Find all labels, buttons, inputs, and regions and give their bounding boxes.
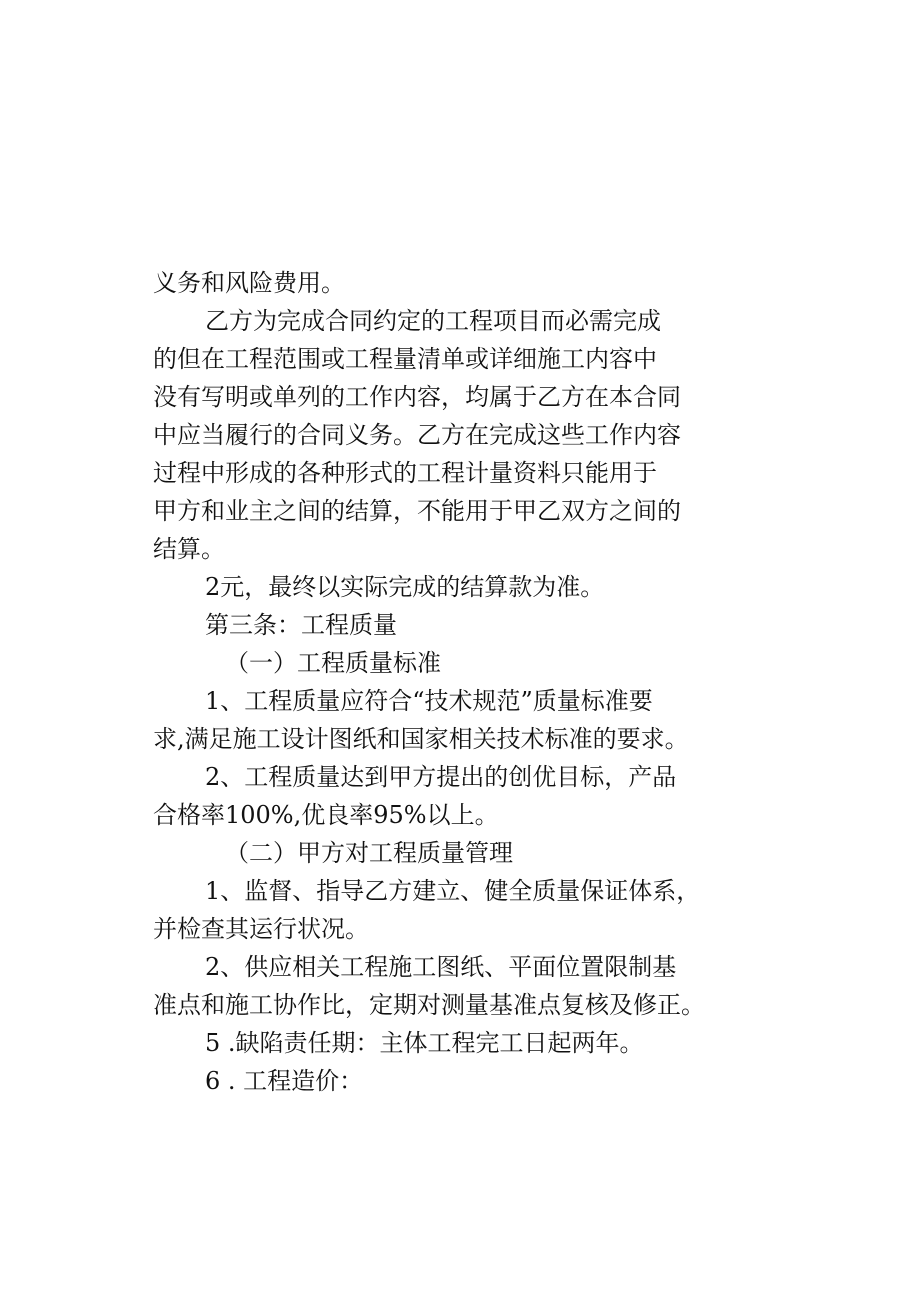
text-line: 6 . 工程造价： [205, 1067, 364, 1095]
subsection-heading: （一）工程质量标准 [225, 649, 441, 677]
text-line: 5 .缺陷责任期：主体工程完工日起两年。 [205, 1029, 644, 1057]
text-line: 1、监督、指导乙方建立、健全质量保证体系， [205, 877, 701, 905]
text-line: 2、工程质量达到甲方提出的创优目标，产品 [205, 763, 677, 791]
text-line: 2元，最终以实际完成的结算款为准。 [205, 573, 605, 601]
text-line: 并检查其运行状况。 [153, 915, 369, 943]
text-line: 没有写明或单列的工作内容，均属于乙方在本合同 [153, 383, 681, 411]
text-line: 中应当履行的合同义务。乙方在完成这些工作内容 [153, 421, 681, 449]
text-line: 合格率100%,优良率95%以上。 [153, 801, 499, 829]
text-line: 求,满足施工设计图纸和国家相关技术标准的要求。 [153, 725, 689, 753]
text-line: 准点和施工协作比，定期对测量基准点复核及修正。 [153, 991, 705, 1019]
text-line: 结算。 [153, 535, 225, 563]
text-line: 1、工程质量应符合“技术规范”质量标准要 [205, 687, 653, 715]
text-line: 的但在工程范围或工程量清单或详细施工内容中 [153, 345, 657, 373]
text-line: 2、供应相关工程施工图纸、平面位置限制基 [205, 953, 677, 981]
subsection-heading: （二）甲方对工程质量管理 [225, 839, 513, 867]
text-line: 乙方为完成合同约定的工程项目而必需完成 [205, 307, 661, 335]
text-line: 过程中形成的各种形式的工程计量资料只能用于 [153, 459, 657, 487]
text-line: 甲方和业主之间的结算，不能用于甲乙双方之间的 [153, 497, 681, 525]
document-body [153, 264, 705, 1100]
text-line: 义务和风险费用。 [153, 269, 345, 297]
section-heading: 第三条：工程质量 [205, 611, 397, 639]
